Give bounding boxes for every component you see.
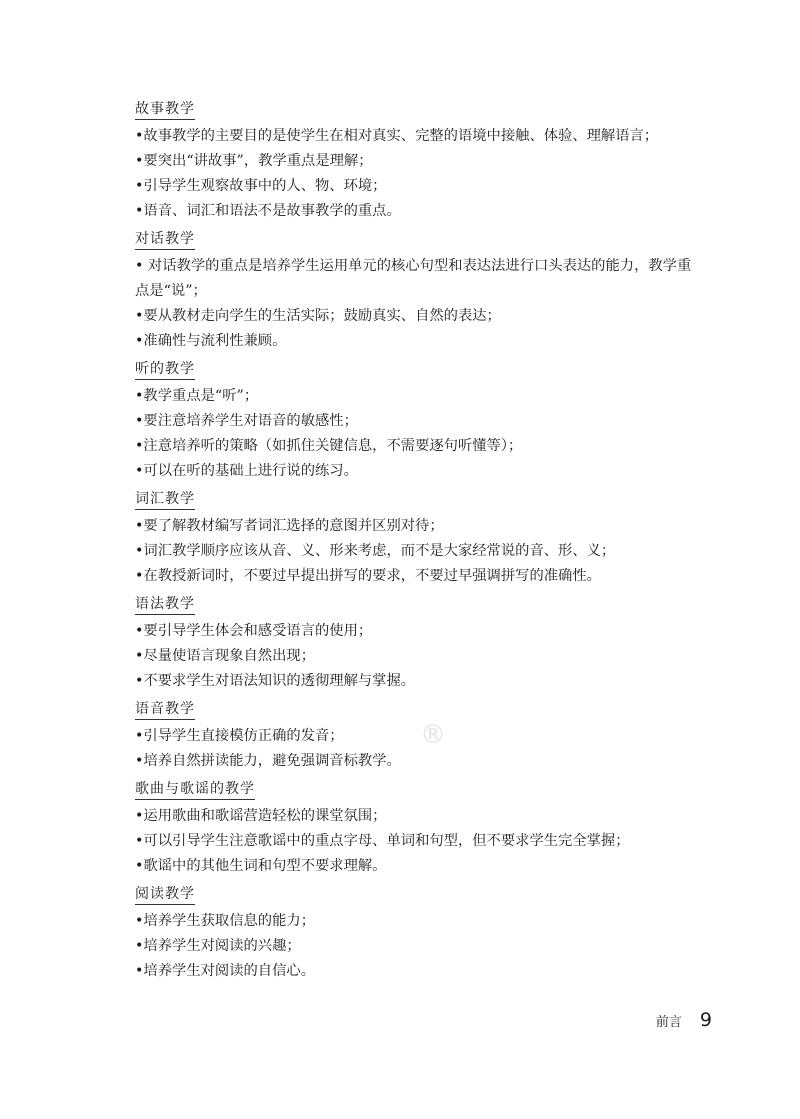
bullet-item: •培养学生获取信息的能力； bbox=[135, 913, 315, 929]
footer-label: 前言 bbox=[655, 1015, 682, 1030]
bullet-item: •要从教材走向学生的生活实际；鼓励真实、自然的表达； bbox=[135, 308, 501, 324]
section-heading: 语音教学 bbox=[135, 700, 195, 720]
section-heading: 语法教学 bbox=[135, 595, 195, 615]
bullet-item: •可以在听的基础上进行说的练习。 bbox=[135, 463, 358, 479]
section bbox=[135, 774, 700, 879]
bullet-item: •要突出“讲故事”，教学重点是理解； bbox=[135, 153, 373, 169]
bullet-item: •培养学生对阅读的自信心。 bbox=[135, 963, 315, 979]
page-number: 9 bbox=[699, 1009, 712, 1031]
bullet-item: •培养自然拼读能力，避免强调音标教学。 bbox=[135, 753, 401, 769]
bullet-item: •引导学生直接模仿正确的发音； bbox=[135, 728, 344, 744]
section bbox=[135, 98, 700, 224]
bullet-item: •培养学生对阅读的兴趣； bbox=[135, 938, 301, 954]
bullet-item: •要了解教材编写者词汇选择的意图并区别对待； bbox=[135, 518, 444, 534]
section-heading: 词汇教学 bbox=[135, 490, 195, 510]
bullet-item: •要注意培养学生对语音的敏感性； bbox=[135, 413, 358, 429]
page-footer bbox=[656, 1009, 712, 1031]
bullet-item: •引导学生观察故事中的人、物、环境； bbox=[135, 178, 387, 194]
section-heading: 阅读教学 bbox=[135, 885, 195, 905]
bullet-item: •运用歌曲和歌谣营造轻松的课堂氛围； bbox=[135, 808, 387, 824]
bullet-item: •不要求学生对语法知识的透彻理解与掌握。 bbox=[135, 673, 416, 689]
bullet-item: •词汇教学顺序应该从音、义、形来考虑，而不是大家经常说的音、形、义； bbox=[135, 543, 616, 559]
section bbox=[135, 589, 700, 694]
watermark-mark: ® bbox=[420, 720, 446, 750]
bullet-item: •教学重点是“听”； bbox=[135, 388, 259, 404]
section-heading: 故事教学 bbox=[135, 100, 195, 120]
section bbox=[135, 484, 700, 589]
section bbox=[135, 879, 700, 984]
bullet-item: •歌谣中的其他生词和句型不要求理解。 bbox=[135, 858, 387, 874]
bullet-item: •语音、词汇和语法不是故事教学的重点。 bbox=[135, 203, 401, 219]
content-body bbox=[135, 98, 700, 984]
section-heading: 对话教学 bbox=[135, 230, 195, 250]
bullet-item: •故事教学的主要目的是使学生在相对真实、完整的语境中接触、体验、理解语言； bbox=[135, 128, 659, 144]
bullet-item: •尽量使语言现象自然出现； bbox=[135, 648, 315, 664]
section-heading: 歌曲与歌谣的教学 bbox=[135, 780, 255, 800]
section-heading: 听的教学 bbox=[135, 360, 195, 380]
bullet-item: •在教授新词时，不要过早提出拼写的要求，不要过早强调拼写的准确性。 bbox=[135, 568, 601, 584]
bullet-item: •准确性与流利性兼顾。 bbox=[135, 333, 287, 349]
bullet-item: • 对话教学的重点是培养学生运用单元的核心句型和表达法进行口头表达的能力，教学重点是“说”； bbox=[135, 258, 692, 299]
section bbox=[135, 224, 700, 354]
bullet-item: •注意培养听的策略（如抓住关键信息，不需要逐句听懂等）； bbox=[135, 438, 523, 454]
section bbox=[135, 354, 700, 484]
bullet-item: •可以引导学生注意歌谣中的重点字母、单词和句型，但不要求学生完全掌握； bbox=[135, 833, 630, 849]
bullet-item: •要引导学生体会和感受语言的使用； bbox=[135, 623, 373, 639]
section bbox=[135, 694, 700, 774]
